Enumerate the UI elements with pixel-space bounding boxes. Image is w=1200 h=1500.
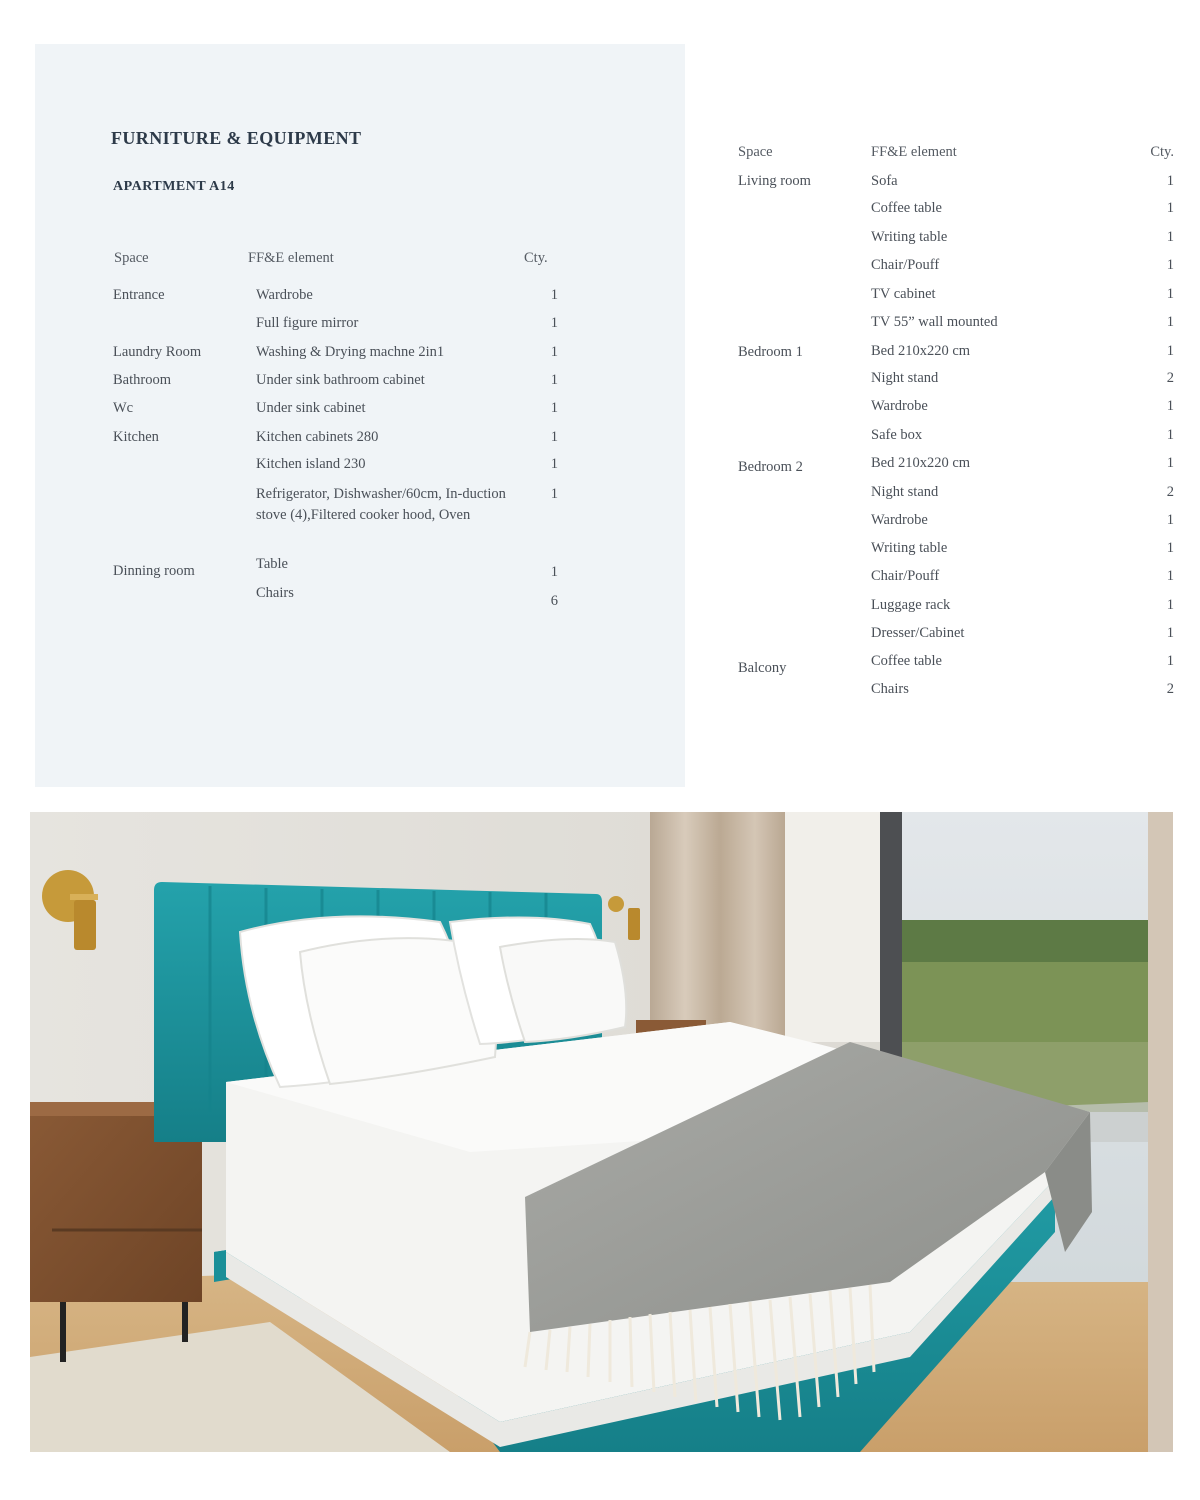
element-label: Full figure mirror <box>256 315 359 331</box>
element-label: Night stand <box>871 370 939 386</box>
element-label: Under sink bathroom cabinet <box>256 372 425 388</box>
element-label: Coffee table <box>871 653 942 669</box>
element-label: Luggage rack <box>871 597 951 613</box>
qty-value: 1 <box>1166 512 1174 528</box>
qty-value: 1 <box>550 344 558 360</box>
element-label: TV 55” wall mounted <box>871 314 998 330</box>
qty-value: 1 <box>1166 343 1174 359</box>
left-header-space: Space <box>114 250 149 266</box>
qty-value: 1 <box>1166 286 1174 302</box>
space-label: Bedroom 2 <box>738 459 803 475</box>
qty-value: 1 <box>1166 455 1174 471</box>
space-label: Wc <box>113 400 134 416</box>
qty-value: 1 <box>550 315 558 331</box>
qty-value: 1 <box>1166 257 1174 273</box>
element-label: Table <box>256 556 288 572</box>
element-label: Under sink cabinet <box>256 400 366 416</box>
qty-value: 1 <box>550 372 558 388</box>
element-label: Sofa <box>871 173 898 189</box>
right-header-space: Space <box>738 144 773 160</box>
qty-value: 1 <box>550 486 558 502</box>
qty-value: 1 <box>1166 625 1174 641</box>
element-label: Kitchen cabinets 280 <box>256 429 379 445</box>
element-label: Refrigerator, Dishwasher/60cm, In-duction stove (4),Filtered cooker hood, Oven <box>256 486 506 523</box>
element-label: Bed 210x220 cm <box>871 343 971 359</box>
qty-value: 1 <box>1166 398 1174 414</box>
space-label: Bathroom <box>113 372 171 388</box>
qty-value: 2 <box>1166 370 1174 386</box>
qty-value: 1 <box>1166 314 1174 330</box>
qty-value: 6 <box>550 593 558 609</box>
qty-value: 1 <box>1166 229 1174 245</box>
qty-value: 1 <box>550 564 558 580</box>
qty-value: 1 <box>1166 568 1174 584</box>
space-label: Balcony <box>738 660 787 676</box>
qty-value: 1 <box>550 456 558 472</box>
left-header-element: FF&E element <box>248 250 334 266</box>
bedroom-photo <box>30 812 1173 1452</box>
qty-value: 1 <box>1166 597 1174 613</box>
space-label: Laundry Room <box>113 344 202 360</box>
qty-value: 1 <box>550 287 558 303</box>
element-label: Safe box <box>871 427 923 443</box>
qty-value: 1 <box>1166 200 1174 216</box>
element-label: Kitchen island 230 <box>256 456 366 472</box>
page-title: FURNITURE & EQUIPMENT <box>111 128 362 148</box>
element-label: Wardrobe <box>256 287 313 303</box>
element-label: Chair/Pouff <box>871 568 940 584</box>
element-label: Wardrobe <box>871 398 928 414</box>
element-label: Chair/Pouff <box>871 257 940 273</box>
qty-value: 2 <box>1166 484 1174 500</box>
qty-value: 1 <box>550 429 558 445</box>
element-label: Dresser/Cabinet <box>871 625 965 641</box>
qty-value: 2 <box>1166 681 1174 697</box>
element-label: Chairs <box>256 585 294 601</box>
space-label: Living room <box>738 173 811 189</box>
qty-value: 1 <box>1166 427 1174 443</box>
element-label: Chairs <box>871 681 909 697</box>
space-label: Bedroom 1 <box>738 344 803 360</box>
qty-value: 1 <box>1166 653 1174 669</box>
element-label: Coffee table <box>871 200 942 216</box>
right-header-qty: Cty. <box>1150 144 1174 160</box>
qty-value: 1 <box>1166 540 1174 556</box>
qty-value: 1 <box>1166 173 1174 189</box>
element-label: Writing table <box>871 540 948 556</box>
qty-value: 1 <box>550 400 558 416</box>
space-label: Dinning room <box>113 563 195 579</box>
element-label: Washing & Drying machne 2in1 <box>256 344 445 360</box>
left-header-qty: Cty. <box>524 250 548 266</box>
space-label: Entrance <box>113 287 165 303</box>
element-label: Bed 210x220 cm <box>871 455 971 471</box>
apartment-subtitle: APARTMENT A14 <box>113 179 235 194</box>
element-label: Wardrobe <box>871 512 928 528</box>
element-label: Writing table <box>871 229 948 245</box>
right-header-element: FF&E element <box>871 144 957 160</box>
element-label: Night stand <box>871 484 939 500</box>
element-label: TV cabinet <box>871 286 936 302</box>
space-label: Kitchen <box>113 429 159 445</box>
